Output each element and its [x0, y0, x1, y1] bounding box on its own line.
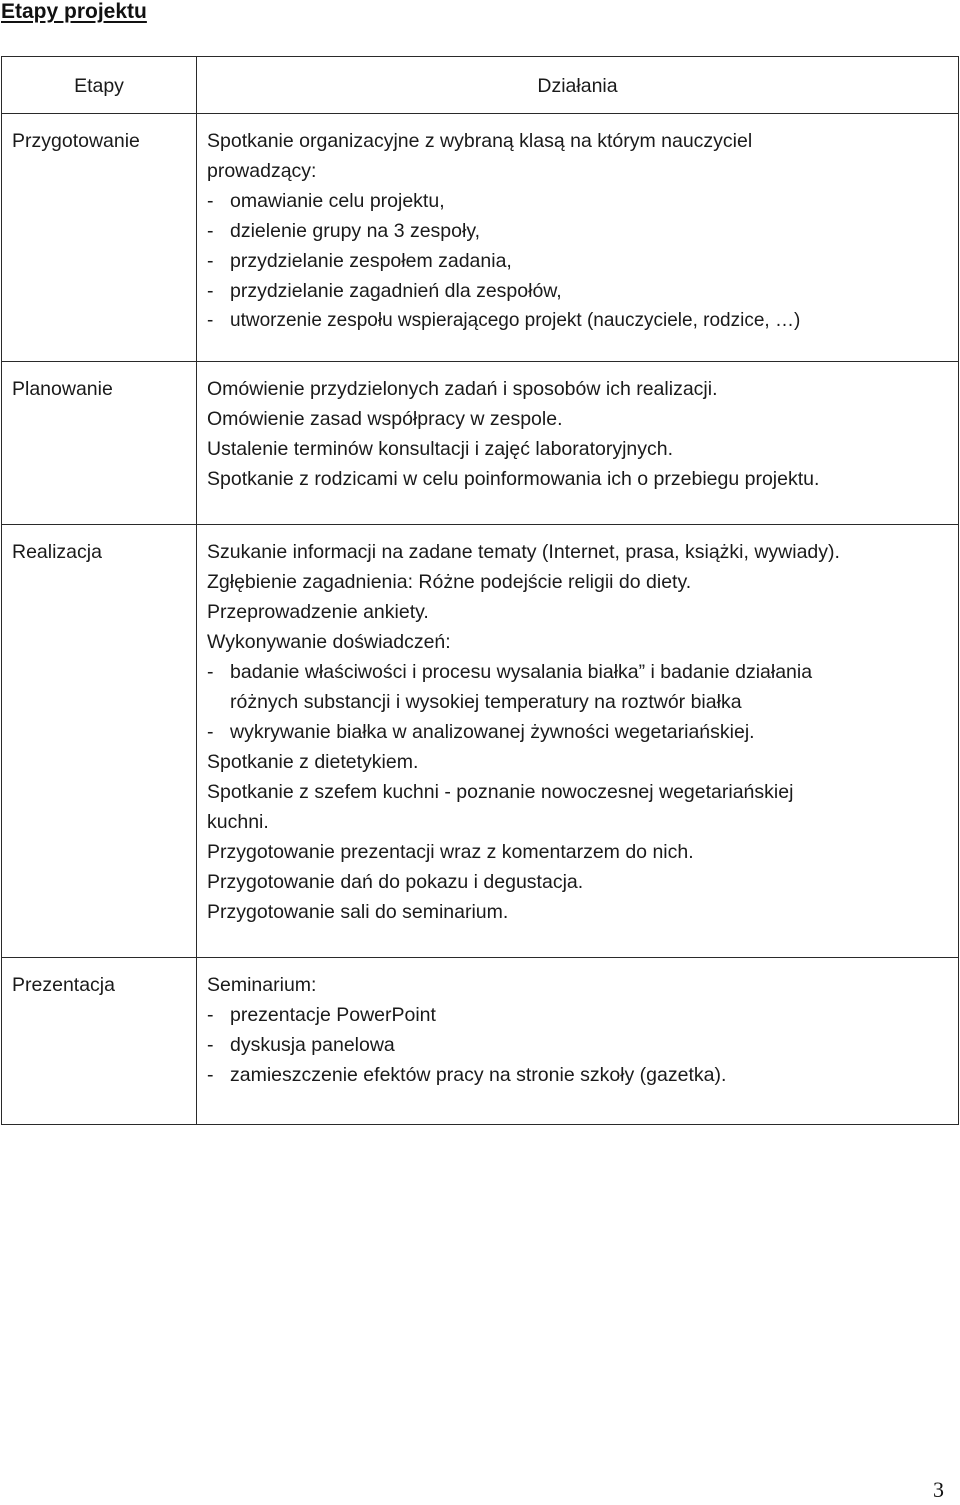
dash-bullet: - — [207, 220, 214, 242]
action-line: kuchni. — [207, 811, 269, 833]
action-line: prowadzący: — [207, 160, 317, 182]
page-number: 3 — [933, 1477, 944, 1502]
list-item — [207, 246, 950, 276]
list-item — [207, 276, 950, 306]
action-line: Szukanie informacji na zadane tematy (Internet, prasa, książki, wywiady). — [207, 541, 840, 563]
action-line: Spotkanie z szefem kuchni - poznanie nowoczesnej wegetariańskiej — [207, 781, 794, 803]
list-item — [207, 1030, 950, 1060]
dash-bullet: - — [207, 190, 214, 212]
list-item — [207, 1000, 950, 1030]
list-item-text: omawianie celu projektu, — [230, 190, 445, 212]
project-stages-table — [1, 56, 959, 1125]
dash-bullet: - — [207, 250, 214, 272]
actions-cell — [197, 362, 959, 525]
table-header-row — [2, 57, 959, 114]
table-row-planowanie — [2, 362, 959, 525]
action-line: Spotkanie organizacyjne z wybraną klasą na którym nauczyciel — [207, 130, 753, 152]
header-stages — [2, 57, 197, 114]
dash-bullet: - — [207, 1004, 214, 1026]
document-title: Etapy projektu — [1, 0, 147, 23]
action-line: Wykonywanie doświadczeń: — [207, 631, 451, 653]
action-line: Spotkanie z rodzicami w celu poinformowania ich o przebiegu projektu. — [207, 468, 820, 490]
stage-cell — [2, 362, 197, 525]
stage-label: Planowanie — [12, 378, 113, 400]
dash-bullet: - — [207, 661, 214, 683]
action-line: Seminarium: — [207, 974, 317, 996]
action-line: Omówienie zasad współpracy w zespole. — [207, 408, 563, 430]
actions-cell — [197, 114, 959, 362]
stage-label: Przygotowanie — [12, 130, 140, 152]
list-item — [207, 717, 950, 747]
action-line: Przeprowadzenie ankiety. — [207, 601, 429, 623]
stage-label: Prezentacja — [12, 974, 115, 996]
list-item-text: prezentacje PowerPoint — [230, 1004, 436, 1026]
dash-bullet: - — [207, 1034, 214, 1056]
dash-bullet: - — [207, 280, 214, 302]
action-line: Zgłębienie zagadnienia: Różne podejście religii do diety. — [207, 571, 692, 593]
table-row-przygotowanie — [2, 114, 959, 362]
action-line: Spotkanie z dietetykiem. — [207, 751, 419, 773]
list-item-text: wykrywanie białka w analizowanej żywności wegetariańskiej. — [230, 721, 755, 743]
dash-bullet: - — [207, 721, 214, 743]
stage-label: Realizacja — [12, 541, 102, 563]
dash-bullet: - — [207, 1064, 214, 1086]
list-item-continuation: różnych substancji i wysokiej temperatury na roztwór białka — [230, 691, 742, 713]
header-actions — [197, 57, 959, 114]
actions-cell — [197, 958, 959, 1125]
table-row-prezentacja — [2, 958, 959, 1125]
list-item-text: przydzielanie zespołem zadania, — [230, 250, 512, 272]
stage-cell — [2, 525, 197, 958]
list-item — [207, 306, 950, 336]
list-item-text: badanie właściwości i procesu wysalania białka” i badanie działania — [230, 661, 813, 683]
list-item — [207, 186, 950, 216]
action-line: Przygotowanie dań do pokazu i degustacja. — [207, 871, 584, 893]
table-row-realizacja — [2, 525, 959, 958]
list-item-text: zamieszczenie efektów pracy na stronie szkoły (gazetka). — [230, 1064, 727, 1086]
stage-cell — [2, 958, 197, 1125]
list-item — [207, 1060, 950, 1090]
stage-cell — [2, 114, 197, 362]
list-item-text: dyskusja panelowa — [230, 1034, 395, 1056]
list-item-text: dzielenie grupy na 3 zespoły, — [230, 220, 481, 242]
dash-bullet: - — [207, 310, 214, 331]
header-actions-label: Działania — [537, 75, 618, 97]
action-line: Przygotowanie prezentacji wraz z komentarzem do nich. — [207, 841, 694, 863]
list-item — [207, 216, 950, 246]
action-line: Omówienie przydzielonych zadań i sposobów ich realizacji. — [207, 378, 718, 400]
list-item-text: przydzielanie zagadnień dla zespołów, — [230, 280, 562, 302]
actions-cell — [197, 525, 959, 958]
list-item-text: utworzenie zespołu wspierającego projekt (nauczyciele, rodzice, …) — [230, 310, 801, 331]
list-item — [207, 657, 950, 687]
action-line: Ustalenie terminów konsultacji i zajęć laboratoryjnych. — [207, 438, 674, 460]
header-stages-label: Etapy — [74, 75, 124, 97]
action-line: Przygotowanie sali do seminarium. — [207, 901, 509, 923]
